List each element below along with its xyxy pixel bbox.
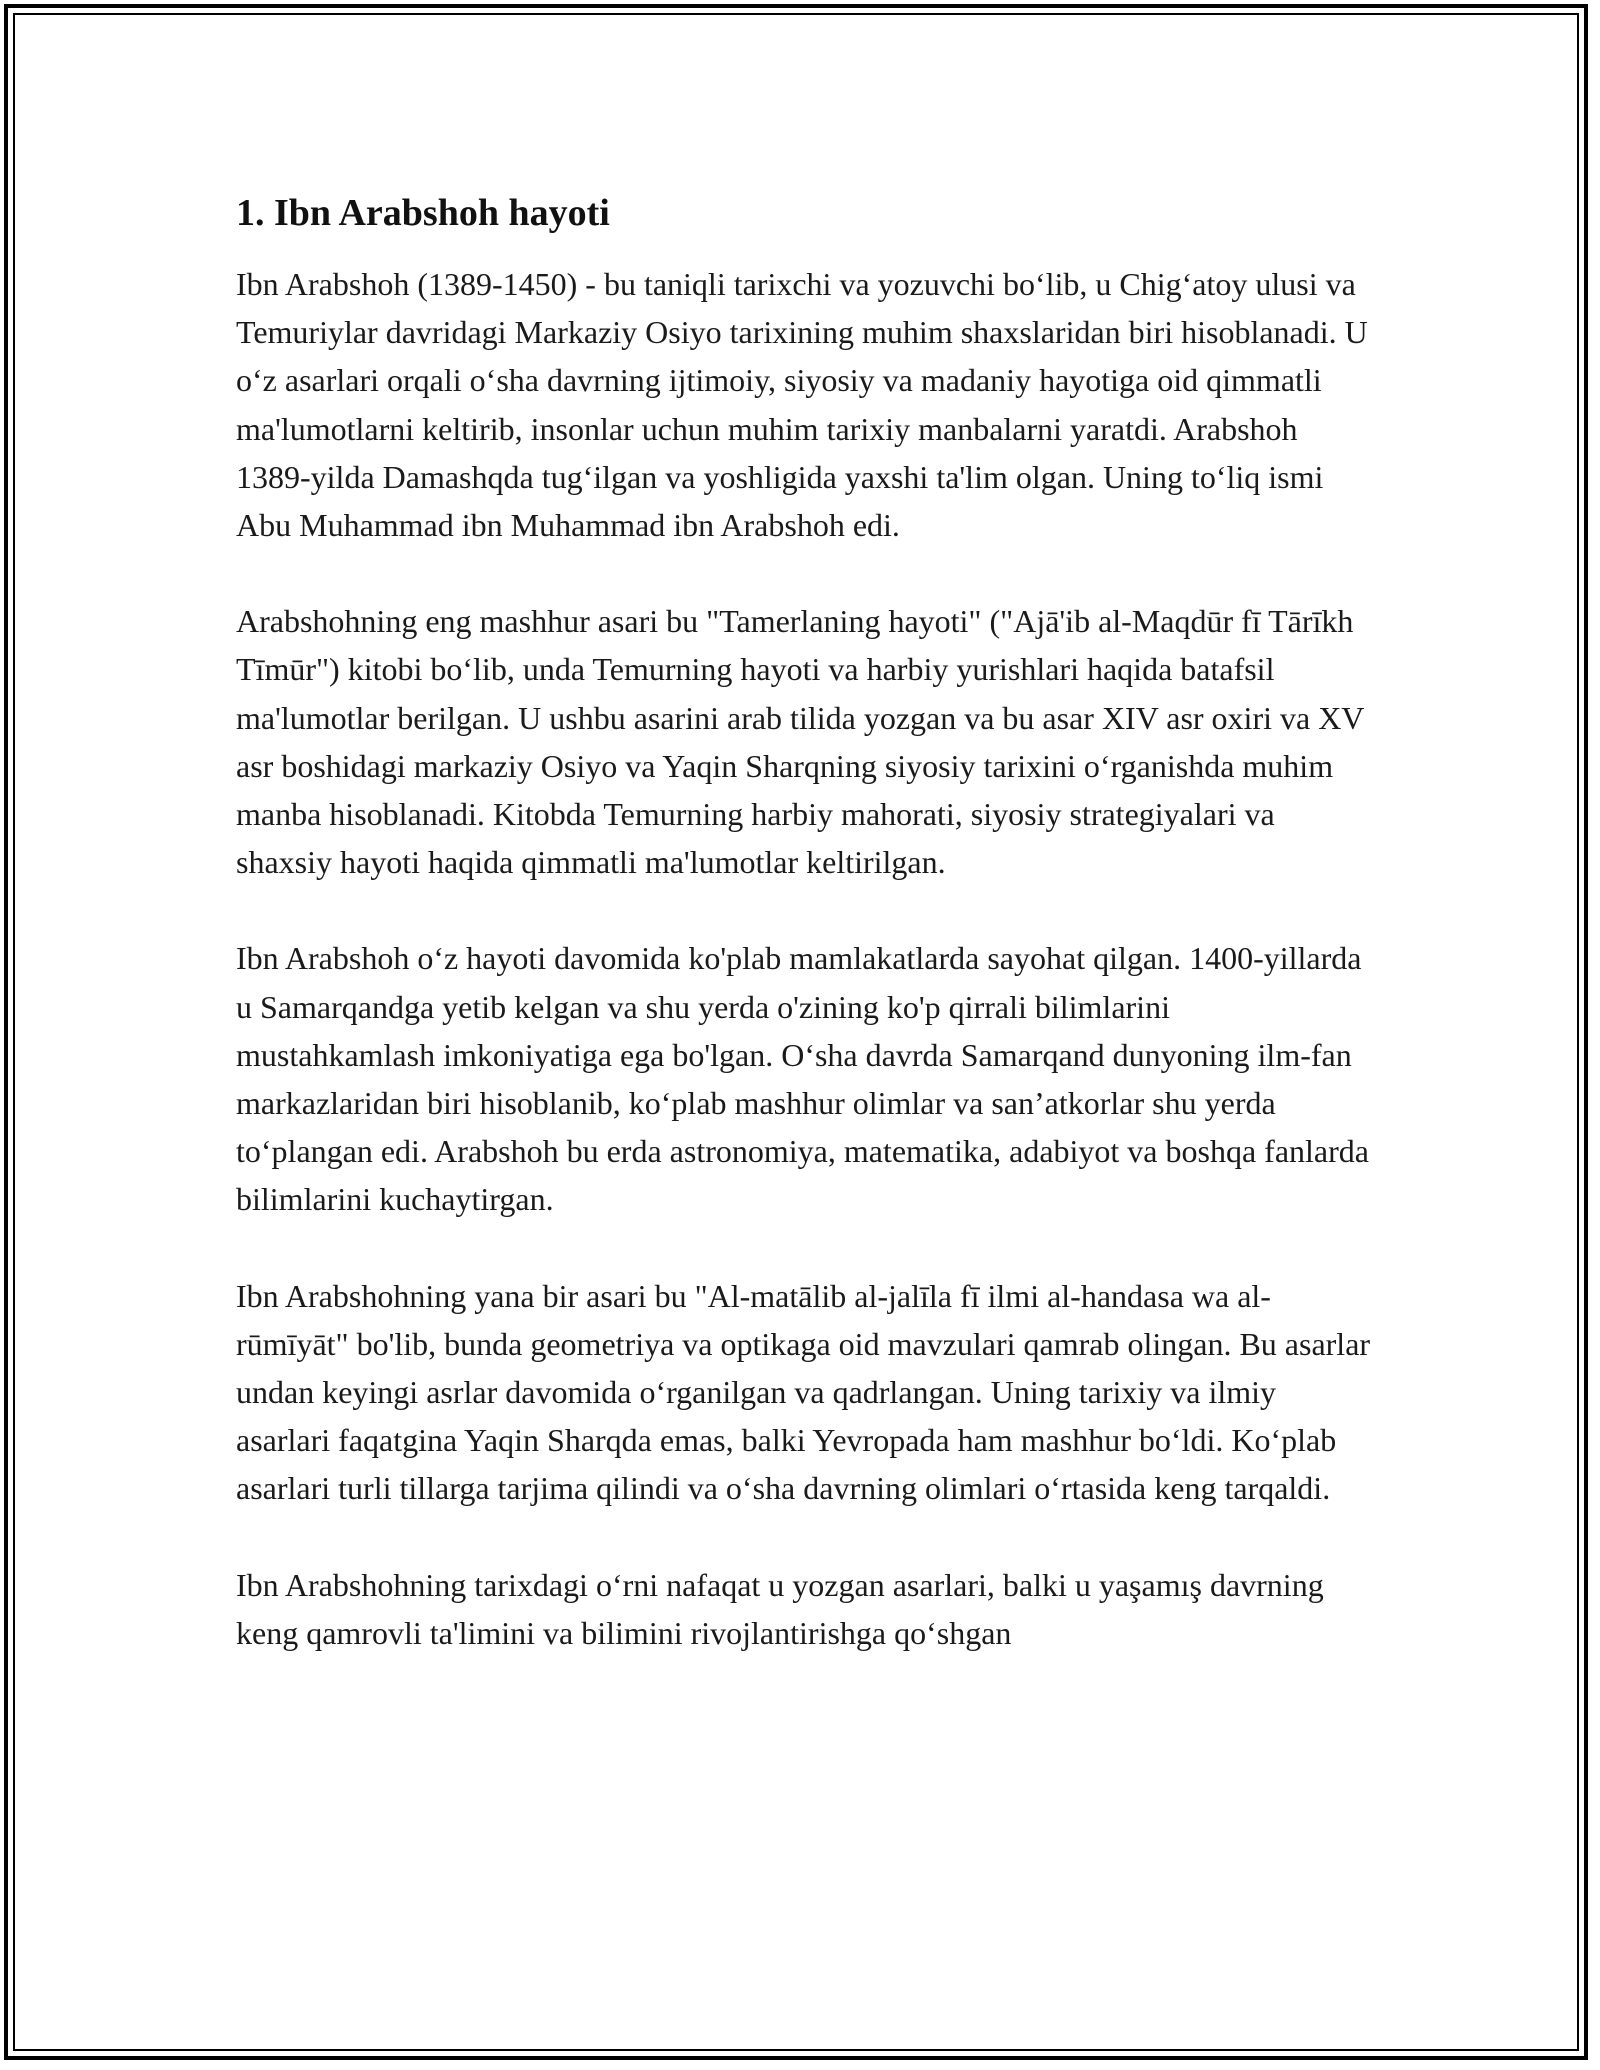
paragraph-2: Arabshohning eng mashhur asari bu "Tamerlaning hayoti" ("Ajā'ib al-Maqdūr fī Tārīkh Tīmūr") kitobi bo‘lib, unda Temurning hayoti va harbiy yurishlari haqida batafsil ma'lumotlar berilgan. U ushbu asarini arab tilida yozgan va bu asar XIV asr oxiri va XV asr boshidagi markaziy Osiyo va Yaqin Sharqning siyosiy tarixini o‘rganishda muhim manba hisoblanadi. Kitobda Temurning harbiy mahorati, siyosiy strategiyalari va shaxsiy hayoti haqida qimmatli ma'lumotlar keltirilgan. — [236, 603, 1364, 881]
document-body — [236, 186, 1376, 1705]
paragraph-4: Ibn Arabshohning yana bir asari bu "Al-matālib al-jalīla fī ilmi al-handasa wa al-rūmīyāt" bo'lib, bunda geometriya va optikaga oid mavzulari qamrab olingan. Bu asarlar undan keyingi asrlar davomida o‘rganilgan va qadrlangan. Uning tarixiy va ilmiy asarlari faqatgina Yaqin Sharqda emas, balki Yevropada ham mashhur bo‘ldi. Ko‘plab asarlari turli tillarga tarjima qilindi va o‘sha davrning olimlari o‘rtasida keng tarqaldi. — [236, 1277, 1371, 1507]
paragraph-3: Ibn Arabshoh o‘z hayoti davomida ko'plab mamlakatlarda sayohat qilgan. 1400-yillarda u Samarqandga yetib kelgan va shu yerda o'zining ko'p qirrali bilimlarini mustahkamlash imkoniyatiga ega bo'lgan. O‘sha davrda Samarqand dunyoning ilm-fan markazlaridan biri hisoblanib, ko‘plab mashhur olimlar va san’atkorlar shu yerda to‘plangan edi. Arabshoh bu erda astronomiya, matematika, adabiyot va boshqa fanlarda bilimlarini kuchaytirgan. — [236, 940, 1369, 1218]
section-heading: 1. Ibn Arabshoh hayoti — [236, 192, 610, 234]
paragraph-1: Ibn Arabshoh (1389-1450) - bu taniqli tarixchi va yozuvchi bo‘lib, u Chig‘atoy ulusi va Temuriylar davridagi Markaziy Osiyo tarixining muhim shaxslaridan biri hisoblanadi. U o‘z asarlari orqali o‘sha davrning ijtimoiy, siyosiy va madaniy hayotiga oid qimmatli ma'lumotlarni keltirib, insonlar uchun muhim tarixiy manbalarni yaratdi. Arabshoh 1389-yilda Damashqda tug‘ilgan va yoshligida yaxshi ta'lim olgan. Uning to‘liq ismi Abu Muhammad ibn Muhammad ibn Arabshoh edi. — [236, 266, 1368, 544]
paragraph-5: Ibn Arabshohning tarixdagi o‘rni nafaqat u yozgan asarlari, balki u yaşamış davrning keng qamrovli ta'limini va bilimini rivojlantirishga qo‘shgan — [236, 1566, 1324, 1651]
